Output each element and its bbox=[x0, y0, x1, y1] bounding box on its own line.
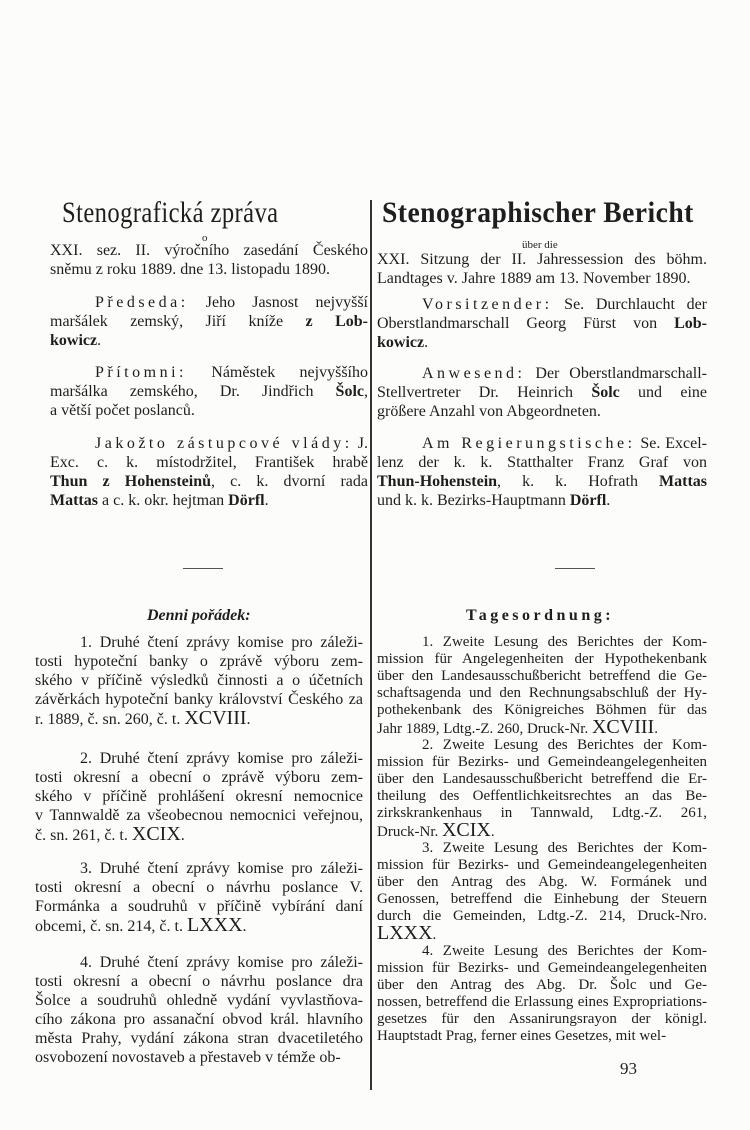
text-segment: Der Oberstlandmarschall- bbox=[525, 365, 707, 382]
bold-name: Dörfl bbox=[569, 492, 607, 509]
text-line bbox=[35, 633, 363, 652]
text-segment: über den Landesausschußbericht betreffend die Ge- bbox=[377, 668, 707, 685]
text-line bbox=[377, 840, 707, 857]
bold-name: kowicz bbox=[50, 332, 98, 349]
text-line bbox=[377, 453, 707, 472]
spaced-label: Am Regierungstische: bbox=[422, 435, 636, 452]
spaced-label: Jakožto zástupcové vlády: bbox=[95, 435, 353, 452]
text-segment: Jeho Jasnost nejvyšší bbox=[188, 294, 368, 311]
text-segment: XCIX bbox=[441, 819, 491, 842]
text-line bbox=[35, 953, 363, 972]
text-segment: Šolce a soudruhů ohledně vydání vyvlastňova- bbox=[35, 992, 363, 1009]
text-segment: , c. k. dvorní rada bbox=[211, 473, 369, 490]
spaced-label: Vorsitzender: bbox=[422, 296, 553, 313]
text-segment: osvobození novostaveb a přestaveb v témže ob- bbox=[35, 1049, 341, 1066]
text-segment: ského v příčině prohlášení okresní nemocnice bbox=[35, 788, 363, 805]
bold-name: Lob- bbox=[674, 315, 707, 332]
text-line bbox=[377, 754, 707, 771]
text-line bbox=[377, 434, 707, 453]
text-line bbox=[377, 333, 707, 352]
text-line bbox=[377, 922, 707, 945]
bold-name: Šolc bbox=[335, 383, 364, 400]
text-segment: gesetzes für den Assanirungsrayon der königl. bbox=[377, 1011, 707, 1028]
text-segment: Se. Durchlaucht der bbox=[552, 296, 707, 313]
text-segment: tosti okresní a obecní o zprávě výboru zem- bbox=[35, 769, 363, 786]
text-segment: über den Antrag des Abg. W. Formánek und bbox=[377, 874, 707, 891]
section-rule-right bbox=[555, 568, 595, 569]
text-segment: über den Landesausschußbericht betreffend die Er- bbox=[377, 771, 707, 788]
text-line bbox=[377, 1028, 707, 1045]
text-segment: cího zákona pro assanační obvod král. hlavního bbox=[35, 1011, 363, 1028]
text-segment: Jahr 1889, Ldtg.-Z. 260, Druck-Nr. bbox=[377, 721, 592, 738]
page-number: 93 bbox=[620, 1059, 637, 1078]
german-title: Stenographischer Bericht bbox=[382, 196, 694, 229]
text-line bbox=[377, 716, 707, 739]
text-segment: č. sn. 261, č. t. bbox=[35, 827, 132, 844]
text-line bbox=[50, 434, 368, 453]
text-line bbox=[377, 472, 707, 491]
text-segment: . bbox=[246, 711, 251, 728]
text-line bbox=[50, 293, 368, 312]
text-line bbox=[377, 977, 707, 994]
text-segment: tosti okresní a obecní o návrhu poslance V. bbox=[35, 879, 363, 896]
text-segment: Druck-Nr. bbox=[377, 824, 442, 841]
text-segment: maršálka zemského, Dr. Jindřich bbox=[50, 383, 336, 400]
text-line bbox=[50, 453, 368, 472]
text-line bbox=[377, 819, 707, 842]
german-present-paragraph bbox=[377, 364, 707, 421]
text-line bbox=[35, 671, 363, 690]
text-segment: 3. Zweite Lesung des Berichtes der Kom- bbox=[422, 840, 707, 856]
czech-agenda-item bbox=[35, 749, 363, 844]
text-line bbox=[50, 382, 368, 401]
german-agenda-item bbox=[377, 634, 707, 737]
text-segment: závěrkách hypoteční banky království Českého za bbox=[35, 691, 363, 708]
text-line bbox=[377, 685, 707, 702]
text-segment: . bbox=[606, 492, 611, 509]
text-line bbox=[50, 363, 368, 382]
spaced-label: Předseda: bbox=[95, 294, 189, 311]
text-line bbox=[50, 491, 368, 510]
text-line bbox=[377, 788, 707, 805]
text-segment: . bbox=[432, 927, 437, 944]
text-line bbox=[35, 972, 363, 991]
text-line bbox=[377, 943, 707, 960]
text-line bbox=[377, 651, 707, 668]
text-segment: 2. Druhé čtení zprávy komise pro záleži- bbox=[80, 750, 363, 767]
bold-name: Thun z Hohensteinů bbox=[50, 473, 212, 490]
text-line bbox=[377, 960, 707, 977]
text-segment: pothekenbank des Königreiches Böhmen für das bbox=[377, 702, 707, 719]
text-line bbox=[377, 383, 707, 402]
text-segment: LXXX bbox=[377, 922, 433, 945]
text-segment: durch die Gemeinden, Ldtg.-Z. 214, Druck-Nro. bbox=[377, 908, 707, 925]
czech-government-paragraph bbox=[50, 434, 368, 510]
czech-present-paragraph bbox=[50, 363, 368, 420]
czech-agenda-heading: Denni pořádek: bbox=[147, 607, 251, 624]
text-line bbox=[35, 878, 363, 897]
text-segment: mission für Angelegenheiten der Hypothekenbank bbox=[377, 651, 707, 668]
german-header bbox=[377, 250, 707, 288]
text-segment: . bbox=[424, 334, 429, 351]
german-agenda-item bbox=[377, 840, 707, 943]
text-segment: obcemi, č. sn. 214, č. t. bbox=[35, 918, 187, 935]
text-segment: mission für Bezirks- und Gemeindeangelegenheiten bbox=[377, 754, 707, 771]
bold-name: Dörfl bbox=[228, 492, 265, 509]
text-line bbox=[377, 491, 707, 510]
text-segment: r. 1889, č. sn. 260, č. t. bbox=[35, 711, 185, 728]
spaced-label: Přítomni: bbox=[95, 364, 187, 381]
bold-name: Mattas bbox=[659, 473, 707, 490]
german-title-sub: über die bbox=[522, 239, 558, 251]
text-segment: Exc. c. k. místodržitel, František hrabě bbox=[50, 454, 368, 471]
text-segment: tosti hypoteční banky o zprávě výboru zem- bbox=[35, 653, 363, 670]
text-line bbox=[50, 472, 368, 491]
text-segment: lenz der k. k. Statthalter Franz Graf von bbox=[377, 454, 707, 471]
text-line bbox=[377, 737, 707, 754]
section-rule-left bbox=[183, 568, 223, 569]
text-line bbox=[35, 991, 363, 1010]
text-line bbox=[35, 806, 363, 825]
text-line bbox=[50, 331, 368, 350]
text-segment: 4. Druhé čtení zprávy komise pro záleži- bbox=[80, 954, 363, 971]
text-segment: Formánka a soudruhů v příčině vybírání daní bbox=[35, 898, 363, 915]
german-chair-paragraph bbox=[377, 295, 707, 352]
text-line bbox=[35, 787, 363, 806]
german-agenda-item bbox=[377, 737, 707, 840]
text-segment: Genossen, betreffend die Einhebung der Steuern bbox=[377, 891, 707, 908]
text-line: XXI. sez. II. výročního zasedání Českého bbox=[50, 242, 368, 259]
text-segment: maršálek zemský, Jiří kníže bbox=[50, 313, 306, 330]
czech-chair-paragraph bbox=[50, 293, 368, 350]
text-segment: Se. Excel- bbox=[635, 435, 708, 452]
text-line bbox=[35, 768, 363, 787]
text-segment: . bbox=[242, 918, 247, 935]
text-line bbox=[50, 401, 368, 420]
text-segment: . bbox=[264, 492, 269, 509]
text-segment: Hauptstadt Prag, ferner eines Gesetzes, mit wel- bbox=[377, 1028, 667, 1045]
text-segment: XCVIII bbox=[184, 707, 247, 729]
text-segment: Oberstlandmarschall Georg Fürst von bbox=[377, 315, 675, 332]
text-line bbox=[35, 1010, 363, 1029]
text-segment: . bbox=[97, 332, 102, 349]
text-segment: . bbox=[490, 824, 495, 841]
text-segment: města Prahy, vydání zákona stran dvacetiletého bbox=[35, 1030, 363, 1047]
text-segment: Stellvertreter Dr. Heinrich bbox=[377, 384, 592, 401]
text-line bbox=[377, 314, 707, 333]
text-line bbox=[377, 364, 707, 383]
text-line bbox=[377, 771, 707, 788]
text-line bbox=[377, 874, 707, 891]
text-segment: v Tannwaldě za všeobecnou nemocnici veřejnou, bbox=[35, 807, 363, 824]
german-agenda-heading: Tagesordnung: bbox=[466, 607, 615, 624]
text-segment: XCVIII bbox=[591, 716, 655, 739]
text-segment: a větší počet poslanců. bbox=[50, 402, 195, 419]
text-line bbox=[377, 857, 707, 874]
text-line bbox=[377, 891, 707, 908]
czech-header bbox=[50, 241, 368, 279]
bold-name: Mattas bbox=[50, 492, 98, 509]
czech-agenda-item bbox=[35, 859, 363, 935]
text-line bbox=[377, 295, 707, 314]
text-segment: ského v příčině výsledků činnosti a o účetních bbox=[35, 672, 363, 689]
text-segment: 1. Zweite Lesung des Berichtes der Kom- bbox=[422, 634, 707, 650]
german-government-paragraph bbox=[377, 434, 707, 510]
text-line bbox=[377, 994, 707, 1011]
bold-name: kowicz bbox=[377, 334, 425, 351]
czech-agenda-item bbox=[35, 953, 363, 1067]
text-segment: . bbox=[180, 827, 185, 844]
text-segment: tosti okresní a obecní o návrhu poslance dra bbox=[35, 973, 363, 990]
text-line bbox=[35, 709, 363, 728]
text-segment: LXXX bbox=[186, 914, 243, 936]
bold-name: Thun-Hohenstein bbox=[377, 473, 498, 490]
text-segment: , bbox=[364, 383, 368, 400]
text-line bbox=[50, 312, 368, 331]
text-segment: zirkskrankenhaus in Tannwald, Ldtg.-Z. 261, bbox=[377, 805, 707, 822]
text-line bbox=[35, 1048, 363, 1067]
text-segment: nossen, betreffend die Erlassung eines Expropriations- bbox=[377, 994, 707, 1011]
text-line: sněmu z roku 1889. dne 13. listopadu 1890. bbox=[50, 261, 330, 278]
text-line bbox=[377, 805, 707, 822]
text-segment: . bbox=[654, 721, 658, 738]
spaced-label: Anwesend: bbox=[422, 365, 526, 382]
text-segment: schaftsagenda und den Rechnungsabschluß der Hy- bbox=[377, 685, 707, 702]
german-agenda-item bbox=[377, 943, 707, 1046]
text-segment: größere Anzahl von Abgeordneten. bbox=[377, 403, 601, 420]
text-line bbox=[377, 1011, 707, 1028]
text-line bbox=[377, 668, 707, 685]
text-segment: 2. Zweite Lesung des Berichtes der Kom- bbox=[422, 737, 707, 753]
text-segment: XCIX bbox=[131, 823, 181, 845]
bold-name: Šolc bbox=[591, 384, 620, 401]
text-line bbox=[377, 702, 707, 719]
text-segment: mission für Bezirks- und Gemeindeangelegenheiten bbox=[377, 960, 707, 977]
czech-title-sub: o bbox=[202, 232, 208, 244]
text-line bbox=[35, 749, 363, 768]
text-line bbox=[377, 634, 707, 651]
text-line bbox=[35, 916, 363, 935]
text-segment: mission für Bezirks- und Gemeindeangelegenheiten bbox=[377, 857, 707, 874]
text-line bbox=[35, 859, 363, 878]
text-segment: J. bbox=[352, 435, 368, 452]
bold-name: z Lob- bbox=[305, 313, 369, 330]
czech-agenda-item bbox=[35, 633, 363, 728]
text-segment: theilung des Oeffentlichkeitsrechtes an das Be- bbox=[377, 788, 707, 805]
text-segment: 4. Zweite Lesung des Berichtes der Kom- bbox=[422, 943, 707, 959]
text-line bbox=[377, 402, 707, 421]
text-line bbox=[35, 1029, 363, 1048]
text-segment: und eine bbox=[619, 384, 707, 401]
text-line bbox=[35, 825, 363, 844]
text-segment: 1. Druhé čtení zprávy komise pro záleži- bbox=[80, 634, 363, 651]
text-line bbox=[35, 652, 363, 671]
text-segment: a c. k. okr. hejtman bbox=[97, 492, 229, 509]
text-segment: und k. k. Bezirks-Hauptmann bbox=[377, 492, 570, 509]
text-segment: Náměstek nejvyššího bbox=[186, 364, 368, 381]
text-segment: über den Antrag des Abg. Dr. Šolc und Ge- bbox=[377, 977, 707, 994]
column-divider bbox=[370, 200, 372, 1090]
text-segment: , k. k. Hofrath bbox=[497, 473, 660, 490]
czech-title: Stenografická zpráva bbox=[62, 196, 279, 229]
text-line: Landtages v. Jahre 1889 am 13. November 1890. bbox=[377, 270, 691, 287]
text-line: XXI. Sitzung der II. Jahressession des böhm. bbox=[377, 251, 707, 268]
text-segment: 3. Druhé čtení zprávy komise pro záleži- bbox=[80, 860, 363, 877]
